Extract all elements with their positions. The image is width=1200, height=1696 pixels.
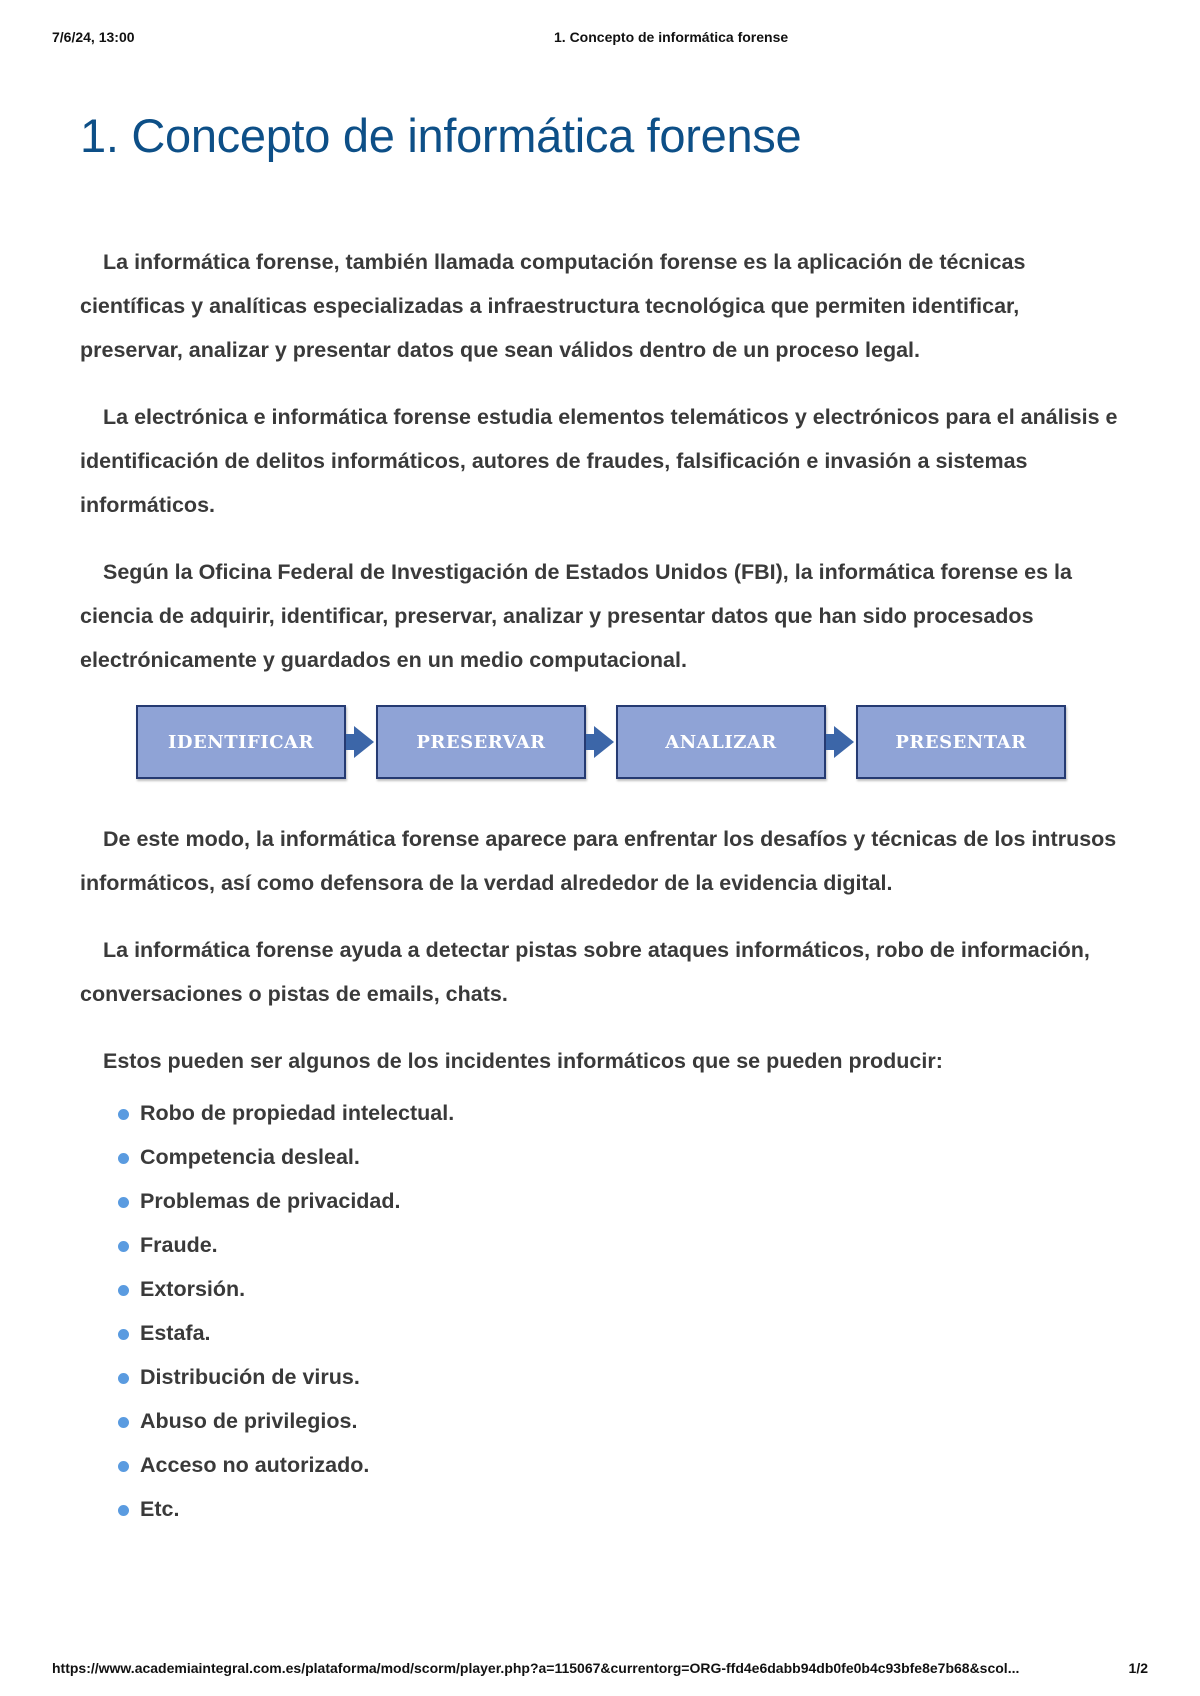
list-item-text: Acceso no autorizado. xyxy=(140,1453,370,1477)
paragraph-pistas: La informática forense ayuda a detectar pistas sobre ataques informáticos, robo de información, conversaciones o pistas de emails, chats. xyxy=(80,938,1090,1006)
list-item-text: Fraude. xyxy=(140,1233,218,1257)
process-flow-diagram xyxy=(80,705,1120,783)
bullet-icon xyxy=(118,1505,129,1516)
content xyxy=(80,240,1120,1531)
list-item xyxy=(118,1223,1120,1267)
bullet-icon xyxy=(118,1109,129,1120)
list-item xyxy=(118,1311,1120,1355)
list-item-text: Abuso de privilegios. xyxy=(140,1409,358,1433)
bullet-icon xyxy=(118,1197,129,1208)
flow-step-presentar: PRESENTAR xyxy=(856,705,1066,779)
arrow-right-icon xyxy=(594,726,614,758)
bullet-icon xyxy=(118,1461,129,1472)
paragraph-fbi: Según la Oficina Federal de Investigación de Estados Unidos (FBI), la informática forense es la ciencia de adquirir, identificar, preservar, analizar y presentar datos que han sido procesados electrónicamente y guardados en un medio computacional. xyxy=(80,560,1072,672)
list-item xyxy=(118,1135,1120,1179)
page-title: 1. Concepto de informática forense xyxy=(80,109,802,162)
paragraph-desafios: De este modo, la informática forense aparece para enfrentar los desafíos y técnicas de los intrusos informáticos, así como defensora de la verdad alrededor de la evidencia digital. xyxy=(80,827,1117,895)
flow-step-identificar: IDENTIFICAR xyxy=(136,705,346,779)
list-item xyxy=(118,1399,1120,1443)
list-item xyxy=(118,1267,1120,1311)
page-url: https://www.academiaintegral.com.es/plataforma/mod/scorm/player.php?a=115067&currentorg=ORG-ffd4e6dabb94db0fe0b4c93bfe8e7b68&scol... xyxy=(52,1660,1020,1676)
flow-step-preservar: PRESERVAR xyxy=(376,705,586,779)
list-item-text: Competencia desleal. xyxy=(140,1145,360,1169)
list-item xyxy=(118,1355,1120,1399)
list-item xyxy=(118,1091,1120,1135)
list-item-text: Distribución de virus. xyxy=(140,1365,360,1389)
print-footer xyxy=(52,1660,1148,1680)
list-item xyxy=(118,1487,1120,1531)
list-item-text: Extorsión. xyxy=(140,1277,246,1301)
bullet-icon xyxy=(118,1241,129,1252)
bullet-icon xyxy=(118,1417,129,1428)
bullet-icon xyxy=(118,1373,129,1384)
incidents-list xyxy=(80,1091,1120,1531)
list-item-text: Robo de propiedad intelectual. xyxy=(140,1101,455,1125)
list-item xyxy=(118,1443,1120,1487)
bullet-icon xyxy=(118,1329,129,1340)
page-number: 1/2 xyxy=(1128,1660,1148,1676)
print-doc-title: 1. Concepto de informática forense xyxy=(554,29,789,45)
flow-step-analizar: ANALIZAR xyxy=(616,705,826,779)
paragraph-definition: La informática forense, también llamada computación forense es la aplicación de técnicas científicas y analíticas especializadas a infraestructura tecnológica que permiten identificar, preservar, analizar y presentar datos que sean válidos dentro de un proceso legal. xyxy=(80,250,1026,362)
bullet-icon xyxy=(118,1153,129,1164)
bullet-icon xyxy=(118,1285,129,1296)
list-item-text: Problemas de privacidad. xyxy=(140,1189,401,1213)
list-item-text: Etc. xyxy=(140,1497,180,1521)
print-header xyxy=(52,29,1148,49)
arrow-right-icon xyxy=(834,726,854,758)
list-item xyxy=(118,1179,1120,1223)
paragraph-incidentes-intro: Estos pueden ser algunos de los incidentes informáticos que se pueden producir: xyxy=(103,1049,943,1073)
paragraph-electronica: La electrónica e informática forense estudia elementos telemáticos y electrónicos para el análisis e identificación de delitos informáticos, autores de fraudes, falsificación e invasión a sistemas informáticos. xyxy=(80,405,1118,517)
print-date: 7/6/24, 13:00 xyxy=(52,29,135,45)
list-item-text: Estafa. xyxy=(140,1321,211,1345)
arrow-right-icon xyxy=(354,726,374,758)
